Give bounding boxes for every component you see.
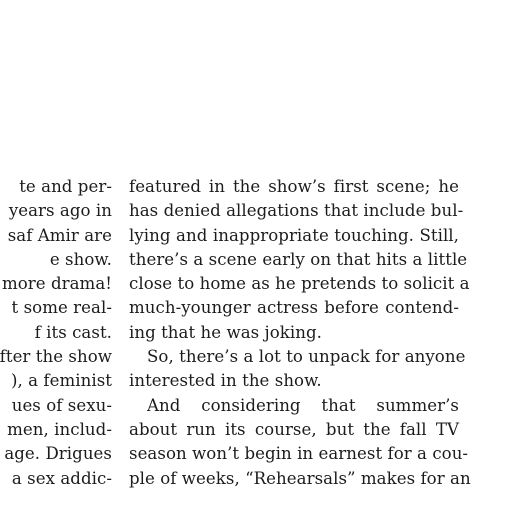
- right-column-line: close to home as he pretends to solicit a: [129, 274, 470, 294]
- left-column-line: ues of sexu-: [11, 395, 112, 415]
- right-column-line: lying and inappropriate touching. Still,: [129, 225, 459, 245]
- right-column-line: there’s a scene early on that hits a little: [129, 249, 468, 269]
- left-column-line: f its cast.: [34, 322, 112, 342]
- left-column-line: fter the show: [0, 347, 112, 367]
- left-text-column: [0, 175, 112, 491]
- right-column-line: about run its course, but the fall TV: [129, 419, 459, 439]
- right-column-line: season won’t begin in earnest for a cou-: [129, 444, 469, 464]
- left-column-line: t some real-: [11, 298, 112, 318]
- left-column-line: e show.: [49, 249, 112, 269]
- left-column-line: saf Amir are: [7, 225, 112, 245]
- left-column-line: men, includ-: [7, 419, 112, 439]
- right-column-line: So, there’s a lot to unpack for anyone: [147, 347, 466, 367]
- left-column-line: years ago in: [8, 201, 112, 221]
- left-column-line: more drama!: [1, 274, 112, 294]
- right-column-line: has denied allegations that include bul-: [129, 201, 464, 221]
- right-column-line: featured in the show’s first scene; he: [129, 177, 459, 196]
- left-column-line: ), a feminist: [10, 371, 112, 391]
- right-column-line: much-younger actress before contend-: [129, 298, 459, 318]
- right-column-line: ple of weeks, “Rehearsals” makes for an: [129, 468, 471, 488]
- right-text-column: [129, 175, 471, 491]
- right-column-line: interested in the show.: [129, 371, 322, 391]
- right-column-line: ing that he was joking.: [129, 322, 322, 342]
- left-column-line: age. Drigues: [4, 444, 112, 464]
- left-column-line: a sex addic-: [11, 468, 112, 488]
- right-column-line: And considering that summer’s: [147, 395, 459, 415]
- left-column-line: te and per-: [19, 177, 112, 196]
